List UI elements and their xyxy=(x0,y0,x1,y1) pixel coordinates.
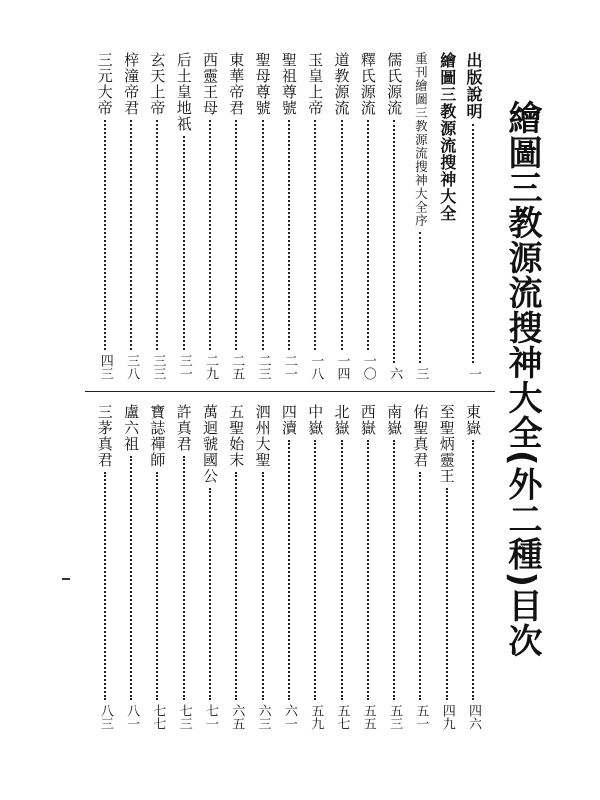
toc-entry-page: 四三 xyxy=(97,354,113,380)
toc-entry-title: 重刊繪圖三教源流搜神大全序 xyxy=(413,52,429,228)
toc-entry-title: 梓潼帝君 xyxy=(122,52,141,116)
dot-leader xyxy=(314,440,316,700)
scan-mark xyxy=(62,578,70,580)
toc-entry xyxy=(173,52,195,380)
toc-entry xyxy=(173,404,195,730)
dot-leader xyxy=(472,124,474,363)
toc-entry xyxy=(357,404,379,730)
section-divider xyxy=(85,391,495,392)
toc-entry-title: 泗州大聖 xyxy=(253,404,272,468)
toc-entry-page: 五一 xyxy=(413,704,429,730)
dot-leader xyxy=(262,472,264,700)
toc-entry-title: 佑聖真君 xyxy=(411,404,430,468)
dot-leader xyxy=(393,440,395,700)
toc-entry-title: 南嶽 xyxy=(385,404,404,436)
toc-entry xyxy=(436,404,458,730)
toc-entry xyxy=(146,404,168,730)
toc-entry-page: 三一 xyxy=(176,354,192,380)
dot-leader xyxy=(419,472,421,700)
toc-entry-title: 東華帝君 xyxy=(227,52,246,116)
toc-entry-page: 六 xyxy=(387,367,403,380)
toc-entry-title: 至聖炳靈王 xyxy=(437,404,456,484)
dot-leader xyxy=(183,456,185,700)
toc-entry-title: 三元大帝 xyxy=(95,52,114,116)
toc-entry-title: 萬迴虢國公 xyxy=(201,404,219,484)
toc-entry-title: 釋氏源流 xyxy=(358,52,377,116)
dot-leader xyxy=(472,440,474,700)
toc-entry xyxy=(409,404,431,730)
page-title: 繪圖三教源流搜神大全(外二種)目次 xyxy=(502,100,542,659)
dot-leader xyxy=(183,136,185,350)
toc-entry-title: 儒氏源流 xyxy=(385,52,404,116)
toc-entry xyxy=(146,52,168,380)
toc-entry-page: 七一 xyxy=(203,704,218,730)
toc-entry xyxy=(278,404,300,730)
toc-entry-title: 盧六祖 xyxy=(122,404,141,452)
dot-leader xyxy=(235,472,237,700)
toc-entry xyxy=(199,52,221,380)
toc-entry xyxy=(278,52,300,380)
toc-entry-page: 二三 xyxy=(255,354,271,380)
toc-entry-page: 七三 xyxy=(176,704,192,730)
dot-leader xyxy=(314,120,316,350)
toc-entry xyxy=(120,52,142,380)
dot-leader xyxy=(156,472,158,700)
toc-entry xyxy=(436,52,458,380)
toc-entry-page: 二一 xyxy=(281,354,297,380)
toc-entry-page: 五三 xyxy=(387,704,403,730)
toc-entry-page: 四九 xyxy=(439,704,455,730)
toc-entry xyxy=(304,404,326,730)
dot-leader xyxy=(446,488,448,700)
toc-entry-page: 二九 xyxy=(203,354,218,380)
toc-entry-title: 西嶽 xyxy=(358,404,377,436)
toc-entry xyxy=(252,52,274,380)
toc-entry-page: 一四 xyxy=(334,354,350,380)
dot-leader xyxy=(130,456,132,700)
dot-leader xyxy=(288,440,290,700)
toc-entry-page: 一八 xyxy=(308,354,324,380)
toc-entry-title: 玄天上帝 xyxy=(148,52,167,116)
dot-leader xyxy=(104,120,106,350)
toc-entry xyxy=(383,52,405,380)
toc-entry-page: 八一 xyxy=(124,704,140,730)
dot-leader xyxy=(104,472,106,700)
toc-entry xyxy=(383,404,405,730)
toc-entry-title: 四瀆 xyxy=(279,404,298,436)
toc-entry-title: 西靈王母 xyxy=(201,52,219,116)
toc-entry-title: 玉皇上帝 xyxy=(306,52,325,116)
toc-entry-title: 聖母尊號 xyxy=(253,52,272,116)
toc-entry-title: 三茅真君 xyxy=(95,404,114,468)
toc-entry-page: 三三 xyxy=(150,354,166,380)
toc-entry-page: 四六 xyxy=(466,704,481,730)
toc-entry xyxy=(120,404,142,730)
toc-entry-page: 五九 xyxy=(308,704,324,730)
dot-leader xyxy=(209,488,211,700)
toc-entry-page: 一 xyxy=(466,367,481,380)
toc-entry xyxy=(94,52,116,380)
toc-entry-title: 道教源流 xyxy=(332,52,351,116)
toc-entry-page: 五七 xyxy=(334,704,350,730)
dot-leader xyxy=(341,440,343,700)
toc-entry-page: 七七 xyxy=(150,704,166,730)
dot-leader xyxy=(262,120,264,350)
toc-entry-page: 八三 xyxy=(97,704,113,730)
toc-entry xyxy=(252,404,274,730)
toc-entry xyxy=(409,52,431,380)
toc-entry xyxy=(304,52,326,380)
dot-leader xyxy=(235,120,237,350)
toc-entry-page: 一〇 xyxy=(360,354,376,380)
toc-entry-page: 六三 xyxy=(255,704,271,730)
dot-leader xyxy=(367,440,369,700)
toc-entry xyxy=(331,404,353,730)
toc-entry-page: 六五 xyxy=(229,704,245,730)
dot-leader xyxy=(419,232,421,364)
toc-entry-page: 六一 xyxy=(281,704,297,730)
toc-entry xyxy=(331,52,353,380)
toc-entry xyxy=(94,404,116,730)
toc-entry xyxy=(225,52,247,380)
toc-entry-page: 二五 xyxy=(229,354,245,380)
toc-entry-title: 聖祖尊號 xyxy=(279,52,298,116)
dot-leader xyxy=(393,120,395,363)
dot-leader xyxy=(156,120,158,350)
toc-entry xyxy=(225,404,247,730)
toc-entry-title: 后土皇地祇 xyxy=(174,52,193,132)
dot-leader xyxy=(209,120,211,350)
toc-entry-title: 出版說明 xyxy=(464,52,483,120)
toc-entry-title: 繪圖三教源流搜神大全 xyxy=(437,52,457,222)
toc-entry-page: 三八 xyxy=(124,354,140,380)
toc-entry-title: 許真君 xyxy=(174,404,193,452)
toc-entry-title: 五聖始末 xyxy=(227,404,246,468)
toc-entry xyxy=(462,52,484,380)
toc-entry xyxy=(199,404,221,730)
dot-leader xyxy=(367,120,369,350)
dot-leader xyxy=(288,120,290,350)
toc-entry-page: 五五 xyxy=(360,704,376,730)
toc-entry xyxy=(462,404,484,730)
dot-leader xyxy=(130,120,132,350)
toc-entry-title: 中嶽 xyxy=(306,404,325,436)
toc-entry-title: 北嶽 xyxy=(332,404,351,436)
toc-entry-title: 東嶽 xyxy=(464,404,482,436)
toc-entry xyxy=(357,52,379,380)
toc-entry-page: 三 xyxy=(413,367,429,380)
toc-entry-title: 寶誌禪師 xyxy=(148,404,167,468)
dot-leader xyxy=(341,120,343,350)
